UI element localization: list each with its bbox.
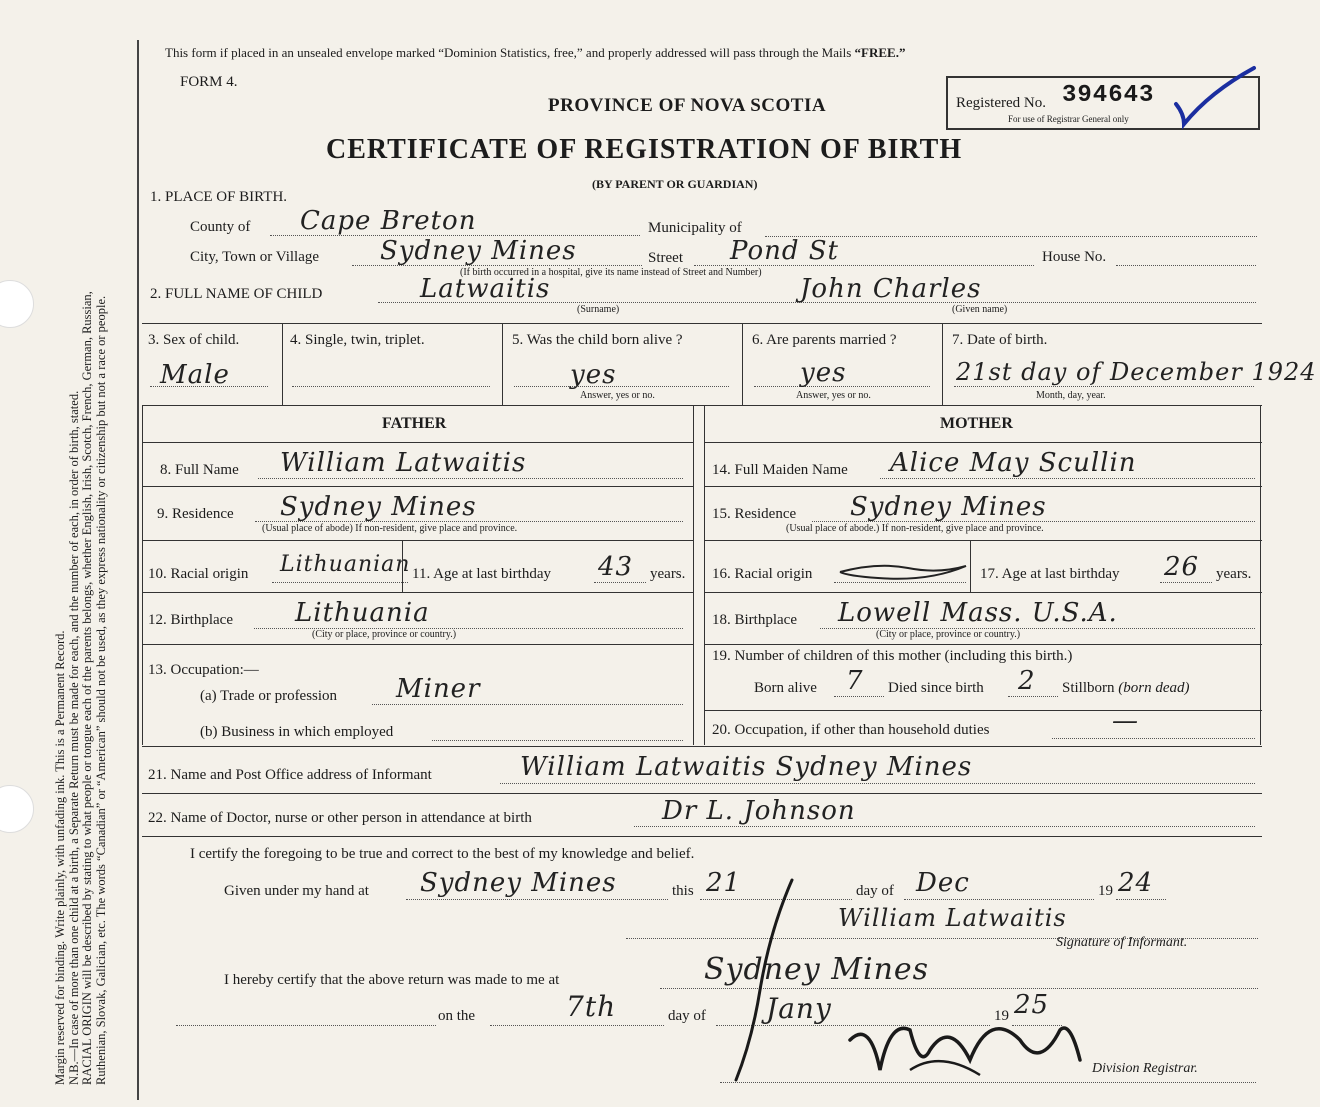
child-given-value: John Charles [800, 274, 982, 304]
margin-line-1: Margin reserved for binding. Write plainly, with unfading ink. This is a Permanent Record. [53, 630, 67, 1085]
father-name-label: 8. Full Name [160, 462, 239, 478]
registrar-day-line [490, 1025, 664, 1026]
given-year-prefix: 19 [1098, 883, 1113, 899]
date-of-birth-note: Month, day, year. [1036, 390, 1106, 401]
row3-bottom-border [142, 405, 1262, 406]
mother-age-label: 17. Age at last birthday [980, 566, 1120, 582]
father-name-value: William Latwaitis [280, 448, 527, 478]
city-label: City, Town or Village [190, 249, 320, 265]
father-heading-rule [142, 442, 694, 443]
mail-notice-text: This form if placed in an unsealed envelope marked “Dominion Statistics, free,” and properly addressed will pass through the Mails [165, 45, 855, 60]
mother-age-line [1160, 582, 1212, 583]
born-alive-question-value: yes [570, 360, 617, 390]
on-the-label: on the [438, 1008, 476, 1024]
born-alive-question-label: 5. Was the child born alive ? [512, 332, 683, 348]
mother-age-suffix: years. [1216, 566, 1252, 582]
registrar-place-value: Sydney Mines [704, 952, 930, 987]
mother-row18-rule [704, 644, 1262, 645]
father-race-age-divider [402, 540, 403, 592]
given-year-line [1116, 899, 1166, 900]
father-trade-label: (a) Trade or profession [200, 688, 338, 704]
stillborn-label-text: Stillborn [1062, 680, 1115, 696]
registrar-note: For use of Registrar General only [1008, 114, 1129, 124]
child-surname-value: Latwaitis [420, 274, 551, 304]
registrar-day-value: 7th [566, 990, 617, 1023]
mother-birthplace-label: 18. Birthplace [712, 612, 797, 628]
binding-hole-top [0, 280, 34, 328]
father-heading: FATHER [382, 415, 447, 432]
father-racial-origin-line [272, 582, 408, 583]
mother-row16-rule [704, 592, 1262, 593]
mother-occupation-value: — [1112, 706, 1139, 736]
mother-racial-origin-label: 16. Racial origin [712, 566, 813, 582]
parents-married-label: 6. Are parents married ? [752, 332, 897, 348]
father-trade-line [372, 704, 683, 705]
house-number-label: House No. [1042, 249, 1107, 265]
county-label: County of [190, 219, 251, 235]
plurality-label: 4. Single, twin, triplet. [290, 332, 425, 348]
mother-race-age-divider [970, 540, 971, 592]
place-of-birth-label: 1. PLACE OF BIRTH. [150, 189, 288, 205]
mother-children-label: 19. Number of children of this mother (including this birth.) [712, 648, 1073, 664]
municipality-label: Municipality of [648, 220, 742, 236]
row3-divider-1 [282, 323, 283, 405]
informant-rule [142, 793, 1262, 794]
given-place-line [406, 899, 668, 900]
check-mark-icon [1170, 62, 1260, 132]
given-name-note: (Given name) [952, 304, 1008, 315]
father-residence-value: Sydney Mines [280, 492, 477, 522]
registrar-year-value: 25 [1014, 990, 1050, 1020]
mother-residence-value: Sydney Mines [850, 492, 1047, 522]
city-value: Sydney Mines [380, 236, 577, 266]
registered-number: 394643 [1062, 82, 1155, 109]
father-trade-value: Miner [396, 674, 481, 704]
born-alive-question-line [514, 386, 729, 387]
given-day-value: 21 [706, 868, 742, 898]
registrar-certify-text: I hereby certify that the above return was made to me at [224, 972, 560, 988]
date-of-birth-line [954, 386, 1254, 387]
father-business-line [432, 740, 683, 741]
father-residence-label: 9. Residence [157, 506, 234, 522]
father-age-value: 43 [598, 552, 634, 582]
father-left-border [142, 405, 143, 745]
margin-line-3: RACIAL ORIGIN will be described by stating to what people or tongue each of the parents belongs, whether English, Irish, Scotch, French, German, Russian, [80, 291, 94, 1085]
father-birthplace-value: Lithuania [295, 598, 430, 628]
registrar-month-value: Jany [766, 992, 832, 1025]
mother-name-label: 14. Full Maiden Name [712, 462, 848, 478]
date-of-birth-value: 21st day of December 1924 [956, 358, 1317, 386]
father-age-line [594, 582, 646, 583]
born-alive-count-label: Born alive [754, 680, 817, 696]
margin-line-2: N.B.—In case of more than one child at a birth, a Separate Return must be made for each, and the number of each, in order of birth, stated. [66, 390, 81, 1085]
mail-notice [165, 45, 905, 61]
father-right-border [693, 405, 694, 745]
given-place-value: Sydney Mines [420, 868, 617, 898]
mother-heading-rule [704, 442, 1262, 443]
father-business-label: (b) Business in which employed [200, 724, 394, 740]
doctor-label: 22. Name of Doctor, nurse or other person in attendance at birth [148, 810, 532, 826]
registrar-blank-line [176, 1025, 436, 1026]
mother-row14-rule [704, 486, 1262, 487]
given-under-hand-label: Given under my hand at [224, 883, 369, 899]
form-number: FORM 4. [180, 74, 238, 90]
mother-residence-label: 15. Residence [712, 506, 797, 522]
registrar-signature-line [720, 1082, 1256, 1083]
county-value: Cape Breton [300, 206, 477, 236]
stillborn-note: (born dead) [1118, 680, 1190, 696]
province-heading: PROVINCE OF NOVA SCOTIA [548, 95, 827, 116]
registrar-signature-label: Division Registrar. [1092, 1061, 1198, 1076]
died-since-birth-value: 2 [1018, 666, 1036, 696]
father-row9-rule [142, 540, 694, 541]
margin-instructions [54, 5, 164, 1085]
given-year-value: 24 [1118, 868, 1154, 898]
died-since-birth-label: Died since birth [888, 680, 984, 696]
father-residence-note: (Usual place of abode) If non-resident, give place and province. [262, 523, 518, 534]
registrar-year-prefix: 19 [994, 1008, 1009, 1024]
father-racial-origin-value: Lithuanian [280, 552, 411, 577]
mother-name-value: Alice May Scullin [890, 448, 1137, 478]
informant-signature: William Latwaitis [838, 904, 1067, 932]
informant-line [500, 783, 1255, 784]
doctor-rule [142, 836, 1262, 837]
certificate-subtitle: (BY PARENT OR GUARDIAN) [592, 177, 758, 191]
sex-label: 3. Sex of child. [148, 332, 240, 348]
father-row12-rule [142, 644, 694, 645]
certificate-title: CERTIFICATE OF REGISTRATION OF BIRTH [326, 134, 963, 165]
row3-divider-3 [742, 323, 743, 405]
born-alive-note: Answer, yes or no. [580, 390, 655, 401]
registrar-day-of-label: day of [668, 1008, 706, 1024]
father-row10-rule [142, 592, 694, 593]
registered-label: Registered No. [956, 95, 1046, 111]
informant-signature-label: Signature of Informant. [1056, 935, 1188, 950]
binding-hole-bottom [0, 785, 34, 833]
row3-divider-2 [502, 323, 503, 405]
born-alive-count-line [834, 696, 884, 697]
given-month-value: Dec [916, 868, 970, 898]
mother-birthplace-note: (City or place, province or country.) [876, 629, 1021, 640]
father-occupation-label: 13. Occupation:— [148, 662, 259, 678]
sex-value: Male [160, 360, 230, 390]
died-since-birth-line [1008, 696, 1058, 697]
father-birthplace-note: (City or place, province or country.) [312, 629, 457, 640]
mother-name-line [880, 478, 1255, 479]
plurality-line [292, 386, 490, 387]
house-number-line [1116, 265, 1256, 266]
mother-birthplace-value: Lowell Mass. U.S.A. [838, 598, 1118, 628]
registrar-signature-scrawl [700, 870, 1120, 1100]
mother-left-border [704, 405, 705, 745]
doctor-line [634, 826, 1255, 827]
mail-notice-free: “FREE.” [854, 45, 906, 60]
informant-label: 21. Name and Post Office address of Informant [148, 767, 432, 783]
hospital-note: (If birth occurred in a hospital, give its name instead of Street and Number) [460, 267, 762, 278]
born-alive-count-value: 7 [846, 666, 864, 696]
street-label: Street [648, 250, 683, 266]
parents-bottom-rule [142, 746, 1262, 747]
father-birthplace-label: 12. Birthplace [148, 612, 233, 628]
father-racial-origin-label: 10. Racial origin [148, 566, 249, 582]
margin-line-4: Ruthenian, Slovak, Galician, etc. The words “Canadian” or “American” should not be used, as they express nationality or citizenship but not a race or people. [93, 295, 108, 1085]
parents-married-note: Answer, yes or no. [796, 390, 871, 401]
child-name-label: 2. FULL NAME OF CHILD [150, 286, 323, 302]
mother-right-border [1260, 405, 1261, 745]
mother-row15-rule [704, 540, 1262, 541]
row3-top-border [142, 323, 1262, 324]
mother-residence-note: (Usual place of abode.) If non-resident, give place and province. [786, 523, 1044, 534]
mother-heading: MOTHER [940, 415, 1013, 432]
day-of-label: day of [856, 883, 894, 899]
certify-text: I certify the foregoing to be true and correct to the best of my knowledge and belief. [190, 846, 695, 862]
mother-occupation-line [1052, 738, 1255, 739]
date-of-birth-label: 7. Date of birth. [952, 332, 1048, 348]
father-age-suffix: years. [650, 566, 686, 582]
row3-divider-4 [942, 323, 943, 405]
parents-married-value: yes [800, 358, 847, 388]
mother-age-value: 26 [1164, 552, 1200, 582]
surname-note: (Surname) [577, 304, 620, 315]
father-row8-rule [142, 486, 694, 487]
mother-row19-rule [704, 710, 1262, 711]
informant-value: William Latwaitis Sydney Mines [520, 752, 973, 782]
doctor-value: Dr L. Johnson [662, 796, 856, 826]
father-age-label: 11. Age at last birthday [412, 566, 551, 582]
street-value: Pond St [730, 236, 840, 266]
mother-racial-origin-strikeout [838, 560, 970, 584]
mother-occupation-label: 20. Occupation, if other than household duties [712, 722, 990, 738]
this-label: this [672, 883, 694, 899]
father-name-line [258, 478, 683, 479]
stillborn-label [1062, 680, 1190, 697]
